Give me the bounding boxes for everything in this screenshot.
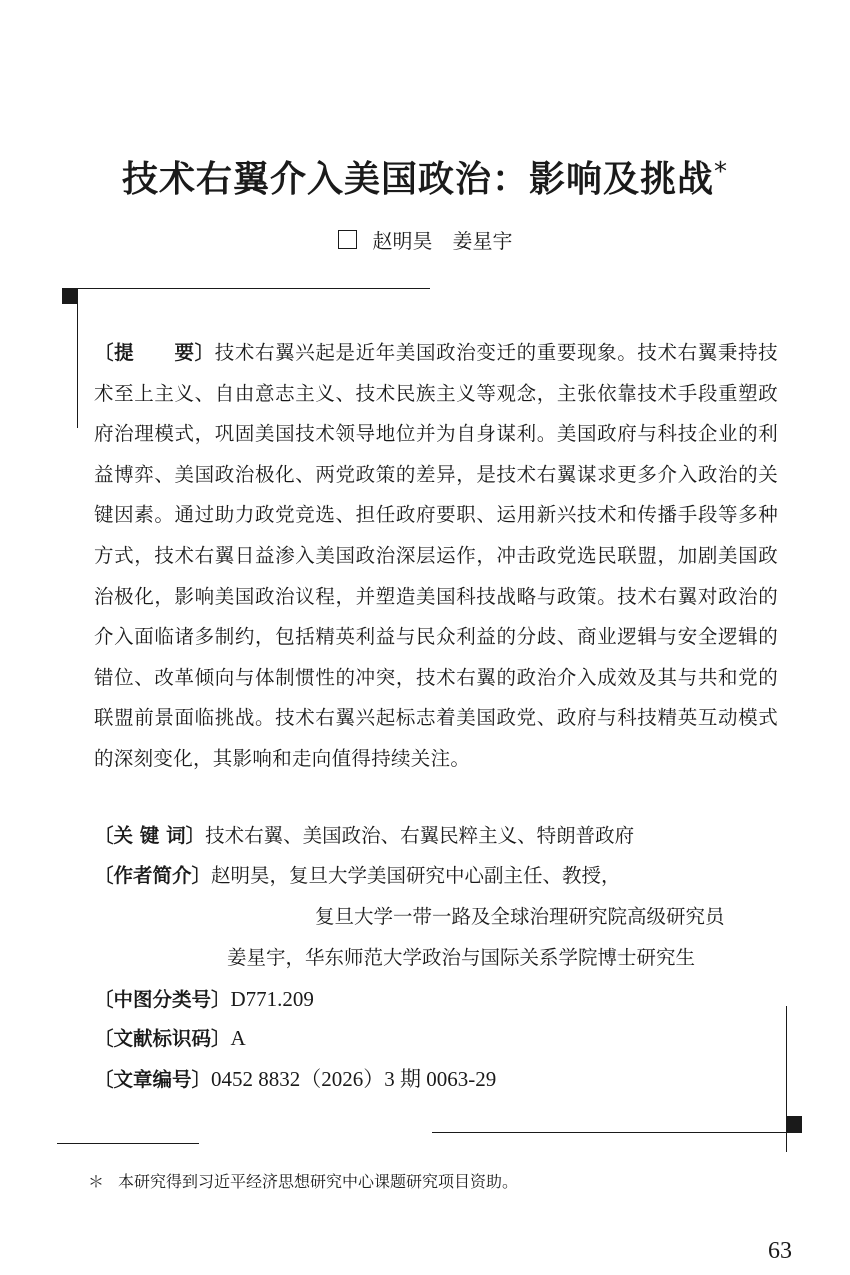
frame-corner-square — [786, 1116, 802, 1132]
article-no-row — [94, 1064, 496, 1095]
abstract-label: 〔提 要〕 — [94, 341, 215, 364]
frame-top-rule — [62, 288, 430, 289]
abstract-paragraph — [94, 333, 778, 780]
article-title — [0, 152, 850, 208]
doc-code-label: 〔文献标识码〕 — [94, 1027, 231, 1050]
clc-label: 〔中图分类号〕 — [94, 988, 231, 1011]
doc-code-value: A — [230, 1026, 246, 1050]
footnote-text: 本研究得到习近平经济思想研究中心课题研究项目资助。 — [118, 1172, 519, 1191]
author-name: 赵明昊 — [372, 229, 433, 253]
frame-corner-square — [62, 288, 78, 304]
page-number: 63 — [768, 1238, 792, 1264]
title-text: 技术右翼介入美国政治：影响及挑战 — [121, 159, 714, 200]
author-bio-row — [94, 861, 621, 891]
keywords-row — [94, 821, 634, 851]
article-no-label: 〔文章编号〕 — [94, 1068, 212, 1091]
footnote-rule — [57, 1143, 199, 1144]
author-box-icon — [338, 230, 357, 249]
article-no-value: 0452 8832（2026）3 期 0063-29 — [211, 1067, 497, 1091]
clc-row — [94, 984, 314, 1015]
title-footnote-mark: * — [714, 157, 728, 187]
keywords-label: 〔关 键 词〕 — [94, 824, 206, 847]
frame-left-rule — [77, 288, 78, 428]
author-line — [0, 226, 850, 256]
clc-value: D771.209 — [230, 987, 314, 1011]
footnote-mark: ＊ — [88, 1172, 105, 1191]
author-bio-line: 复旦大学一带一路及全球治理研究院高级研究员 — [315, 905, 725, 928]
doc-code-row — [94, 1023, 246, 1054]
author-bio-line: 赵明昊，复旦大学美国研究中心副主任、教授， — [211, 864, 621, 887]
frame-bottom-rule — [432, 1132, 802, 1133]
footnote — [88, 1170, 518, 1194]
author-bio-label: 〔作者简介〕 — [94, 864, 212, 887]
keywords-text: 技术右翼、美国政治、右翼民粹主义、特朗普政府 — [205, 824, 635, 847]
author-bio-line: 姜星宇，华东师范大学政治与国际关系学院博士研究生 — [227, 946, 696, 969]
abstract-text: 技术右翼兴起是近年美国政治变迁的重要现象。技术右翼秉持技术至上主义、自由意志主义、技术民族主义等观念，主张依靠技术手段重塑政府治理模式，巩固美国技术领导地位并为自身谋利。美国政府与科技企业的利益博弈、美国政治极化、两党政策的差异，是技术右翼谋求更多介入政治的关键因素。通过助力政党竞选、担任政府要职、运用新兴技术和传播手段等多种方式，技术右翼日益渗入美国政治深层运作，冲击政党选民联盟，加剧美国政治极化，影响美国政治议程，并塑造美国科技战略与政策。技术右翼对政治的介入面临诸多制约，包括精英利益与民众利益的分歧、商业逻辑与安全逻辑的错位、改革倾向与体制惯性的冲突，技术右翼的政治介入成效及其与共和党的联盟前景面临挑战。技术右翼兴起标志着美国政党、政府与科技精英互动模式的深刻变化，其影响和走向值得持续关注。 — [94, 341, 778, 770]
author-name: 姜星宇 — [452, 229, 513, 253]
